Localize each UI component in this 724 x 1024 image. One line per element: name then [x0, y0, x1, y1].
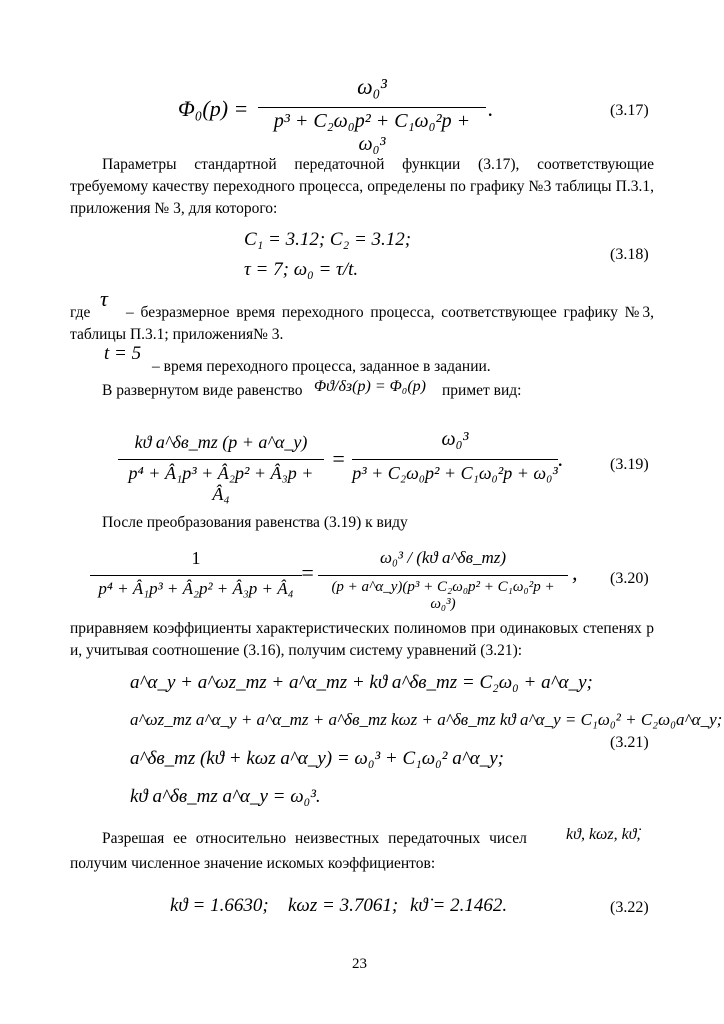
paragraph-parameters: Параметры стандартной передаточной функции (3.17), соответствующие требуемому качеству переходного процесса, определены по графику №3 таблицы П.3.1, приложения № 3, для которого:: [70, 156, 654, 217]
eq-3-19-rhs-fraction: [352, 428, 558, 490]
eq-3-20-equals: =: [300, 560, 315, 585]
paragraph-equate: приравняем коэффициенты характеристических полиномов при одинаковых степенях p и, учитывая соотношение (3.16), получим систему уравнений (3.21):: [70, 620, 654, 659]
page-number: 23: [352, 956, 367, 972]
eq-3-17-numerator: ω₀³: [357, 74, 387, 99]
eq-number-3-18: (3.18): [610, 246, 649, 263]
eq-3-17-fraction: [258, 74, 486, 155]
eq-3-21-line-2: a^ωz_mz a^α_y + a^α_mz + a^δв_mz kωz + a^δв_mz kϑ a^α_y = C₁ω₀² + C₂ω₀a^α_y;: [130, 710, 723, 729]
eq-3-20-trail: ,: [572, 560, 578, 585]
paragraph-solve-2: получим численное значение искомых коэффициентов:: [70, 855, 436, 872]
eq-number-3-19: (3.19): [610, 456, 649, 473]
eq-3-17-lhs: Φ₀(p) =: [178, 96, 249, 121]
eq-3-22-k3: kϑ̇ = 2.1462.: [410, 895, 508, 916]
eq-3-22-k2: kωz = 3.7061;: [288, 895, 399, 916]
eq-number-3-20: (3.20): [610, 570, 649, 587]
fraction-bar: [318, 575, 568, 576]
fraction-bar: [352, 459, 558, 460]
eq-3-18-line-2: τ = 7; ω₀ = τ/t.: [244, 259, 359, 280]
eq-3-19-lhs-numerator: kϑ a^δв_mz (p + a^α_y): [134, 432, 308, 452]
eq-3-21-line-1: a^α_y + a^ωz_mz + a^α_mz + kϑ a^δв_mz = C₂ω₀ + a^α_y;: [130, 672, 593, 693]
expanded-suffix: примет вид:: [442, 382, 522, 399]
eq-3-21-line-4: kϑ a^δв_mz a^α_y = ω₀³.: [130, 786, 321, 807]
eq-number-3-21: (3.21): [610, 734, 649, 751]
solve-variables: kϑ, kωz, kϑ̇,: [566, 826, 641, 843]
eq-3-21-line-3: a^δв_mz (kϑ + kωz a^α_y) = ω₀³ + C₁ω₀² a^α_y;: [130, 748, 504, 769]
expanded-formula: Φϑ/δз(p) = Φ₀(p): [314, 378, 427, 395]
eq-3-20-rhs-fraction: [318, 546, 568, 612]
fraction-bar: [258, 107, 486, 108]
after-transform-text: После преобразования равенства (3.19) к виду: [102, 514, 408, 531]
eq-3-19-rhs-denominator: p³ + C₂ω₀p² + C₁ω₀²p + ω₀³: [352, 463, 558, 483]
eq-3-19-lhs-fraction: [118, 428, 324, 504]
eq-3-19-equals: =: [331, 446, 346, 471]
t-equation: t = 5: [104, 343, 142, 364]
eq-3-19-trail: .: [558, 446, 564, 471]
eq-3-22-k1: kϑ = 1.6630;: [170, 895, 269, 916]
eq-3-20-lhs-numerator: 1: [191, 548, 201, 568]
eq-number-3-17: (3.17): [610, 102, 649, 119]
eq-3-19-lhs-denominator: p⁴ + Â₁p³ + Â₂p² + Â₃p + Â₄: [128, 463, 314, 504]
t-description: – время переходного процесса, заданное в задании.: [152, 358, 491, 375]
eq-3-19-rhs-numerator: ω₀³: [441, 428, 469, 450]
eq-3-17-denominator: p³ + C₂ω₀p² + C₁ω₀²p + ω₀³: [273, 110, 471, 155]
paragraph-solve: Разрешая ее относительно неизвестных передаточных чисел: [102, 830, 527, 847]
expanded-prefix: В развернутом виде равенство: [102, 382, 303, 399]
eq-3-20-rhs-denominator: (p + a^α_y)(p³ + C₂ω₀p² + C₁ω₀²p + ω₀³): [331, 579, 555, 612]
fraction-bar: [90, 575, 302, 576]
eq-3-17-trail: .: [488, 96, 494, 121]
eq-number-3-22: (3.22): [610, 899, 649, 916]
eq-3-20-lhs-denominator: p⁴ + Â₁p³ + Â₂p² + Â₃p + Â₄: [98, 579, 294, 598]
eq-3-18-line-1: C₁ = 3.12; C₂ = 3.12;: [244, 229, 412, 250]
where-word: где: [70, 304, 91, 321]
tau-symbol: τ: [100, 286, 108, 311]
eq-3-20-rhs-numerator: ω₀³ / (kϑ a^δв_mz): [379, 548, 507, 567]
tau-description: – безразмерное время переходного процесса, соответствующее графику №3, таблицы П.3.1; приложения№ 3.: [70, 304, 654, 343]
eq-3-20-lhs-fraction: [90, 546, 302, 608]
fraction-bar: [118, 459, 324, 460]
